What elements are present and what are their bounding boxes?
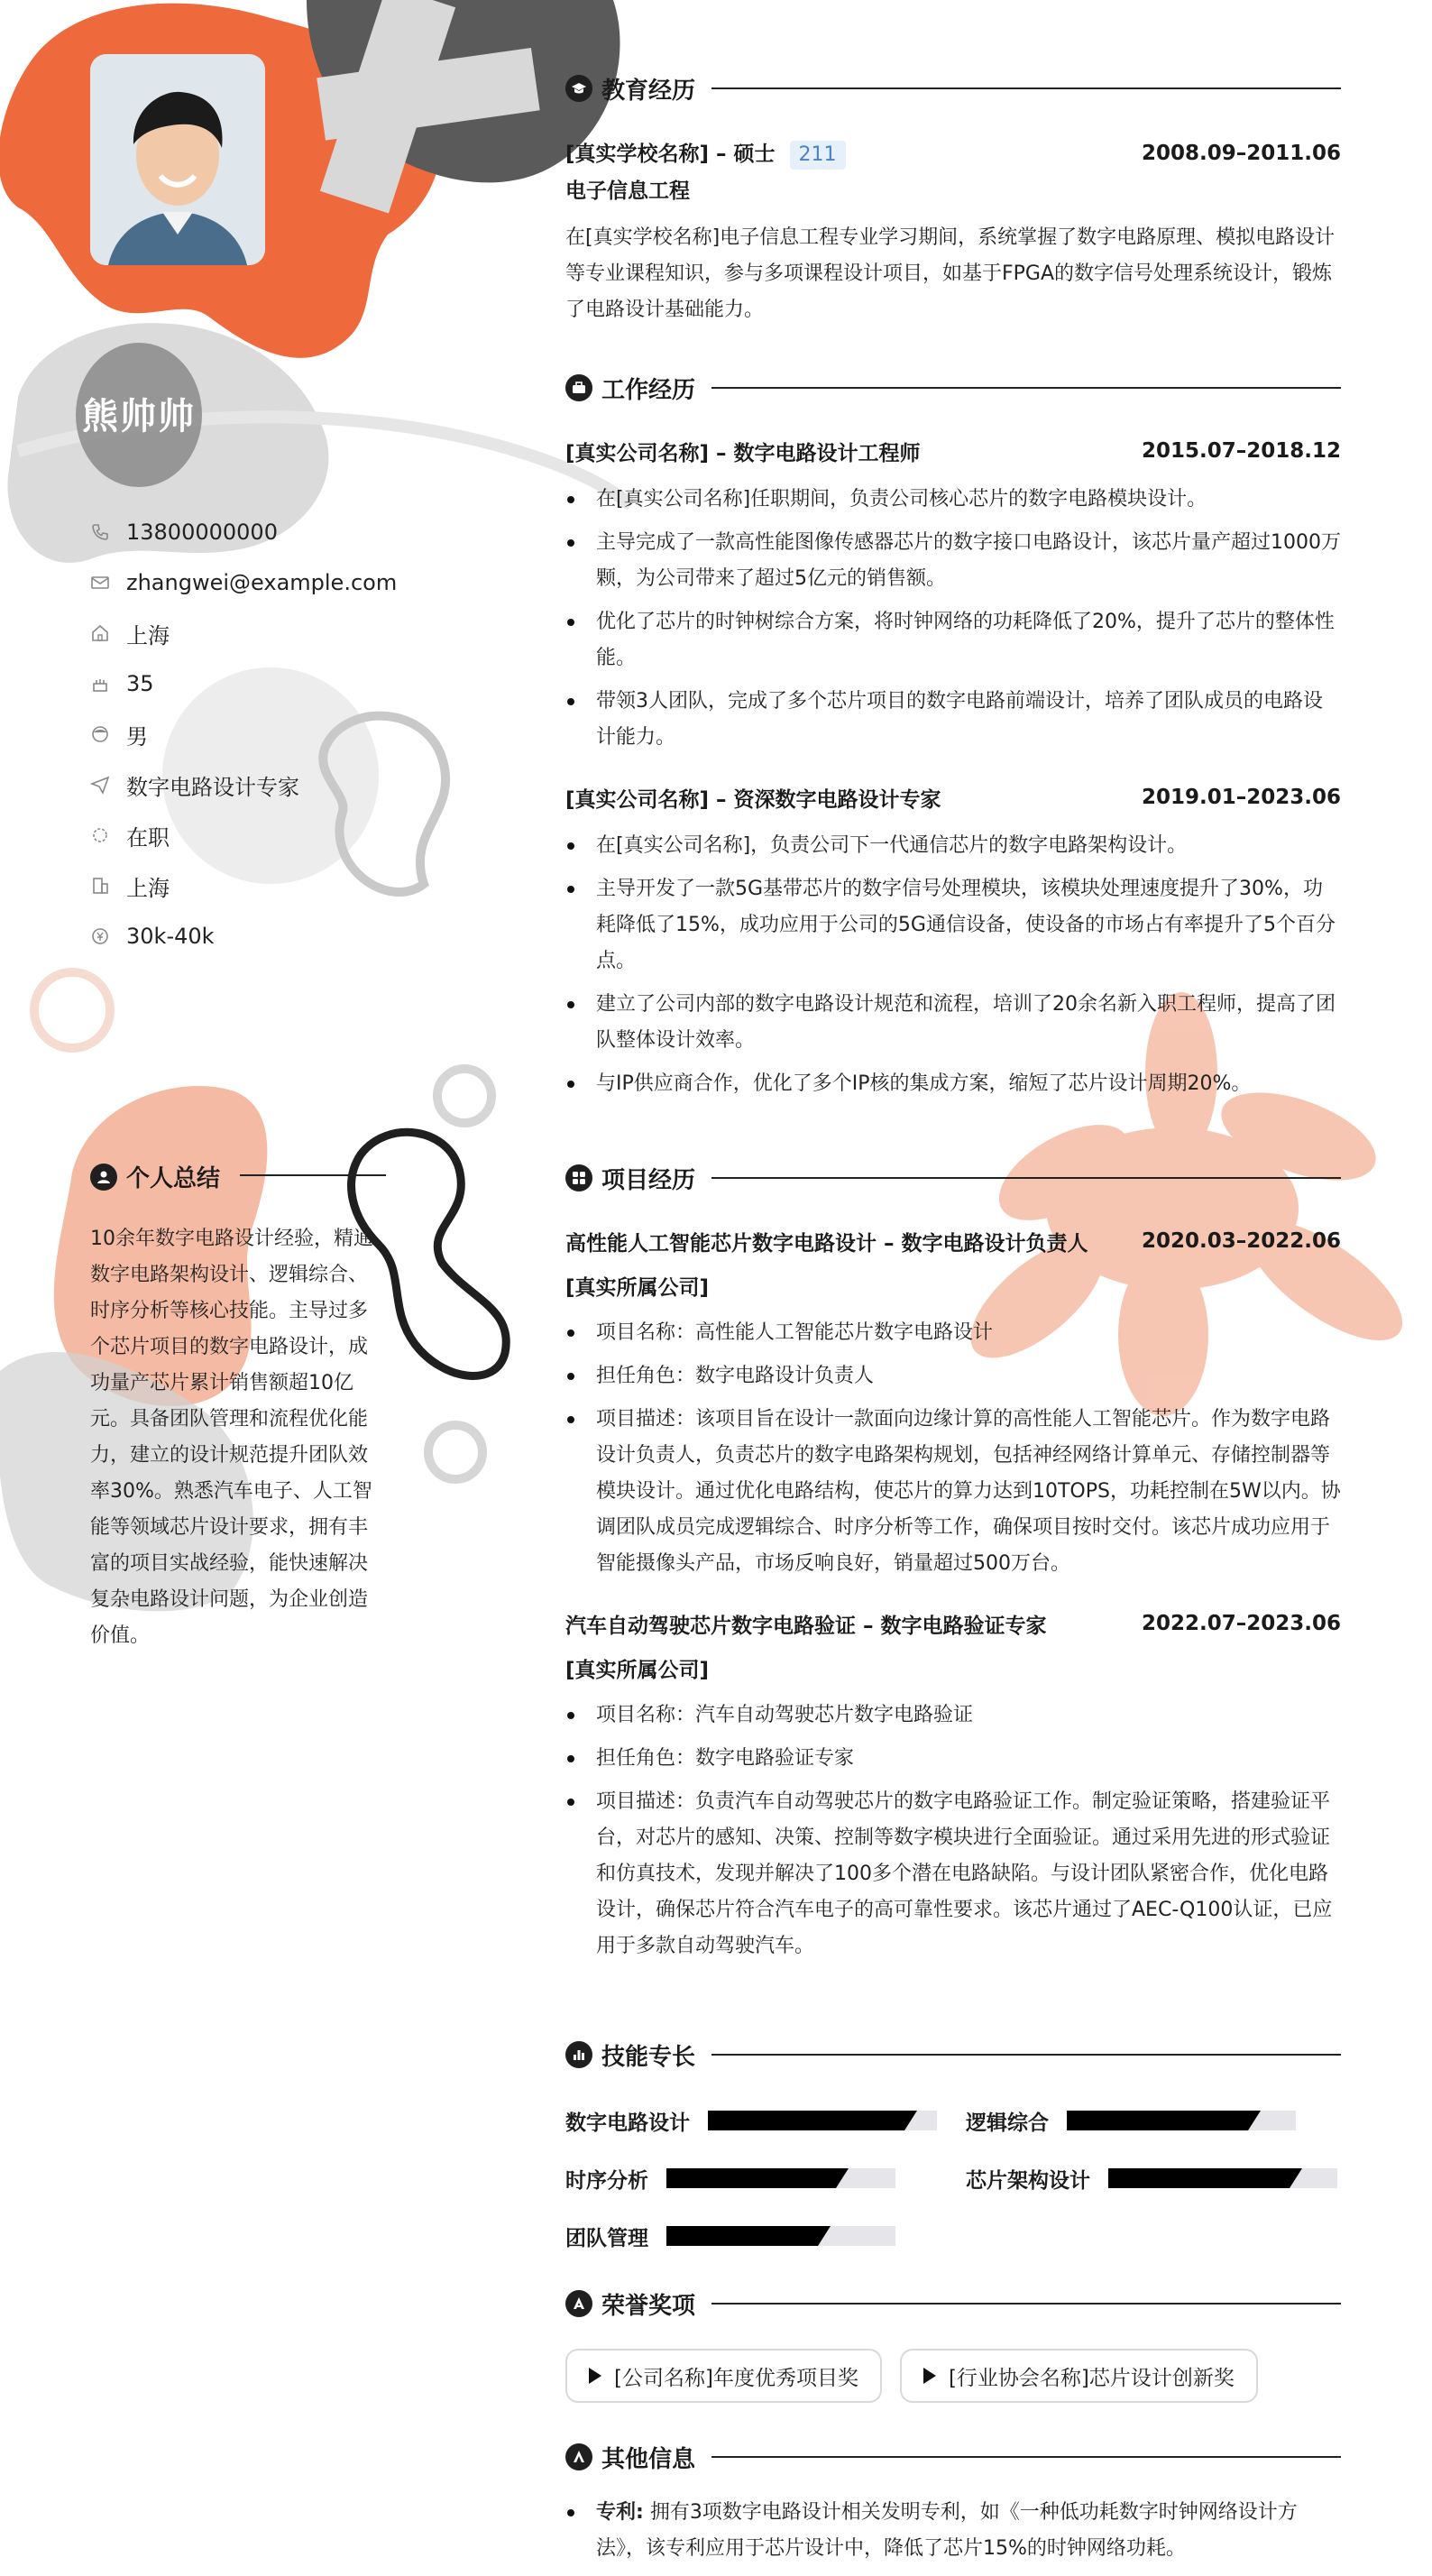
- list-item: 项目描述：该项目旨在设计一款面向边缘计算的高性能人工智能芯片。作为数字电路设计负责人，负责芯片的数字电路架构规划，包括神经网络计算单元、存储控制器等模块设计。通过优化电路结构，使芯片的算力达到10TOPS，功耗控制在5W以内。协调团队成员完成逻辑综合、时序分析等工作，确保项目按时交付。该芯片成功应用于智能摄像头产品，市场反响良好，销量超过500万台。: [565, 1402, 1341, 1582]
- list-item: 优化了芯片的时钟树综合方案，将时钟网络的功耗降低了20%，提升了芯片的整体性能。: [565, 604, 1341, 676]
- contact-gender: [90, 709, 397, 759]
- award-chip: [565, 2349, 882, 2403]
- contact-phone: [90, 507, 397, 557]
- summary-rule: [240, 1174, 386, 1176]
- project-title: 高性能人工智能芯片数字电路设计 – 数字电路设计负责人: [565, 1231, 1088, 1256]
- contact-age: [90, 658, 397, 709]
- user-icon: [90, 1164, 117, 1191]
- skill-item: [966, 2163, 1337, 2194]
- gender-icon: [90, 724, 110, 744]
- play-icon: [923, 2368, 936, 2384]
- honors-header: [565, 2286, 1341, 2322]
- project-company: [真实所属公司]: [565, 1276, 710, 1300]
- job-bullets: [565, 828, 1341, 1102]
- list-item: 在[真实公司名称]，负责公司下一代通信芯片的数字电路架构设计。: [565, 828, 1341, 864]
- list-item: 与IP供应商合作，优化了多个IP核的集成方案，缩短了芯片设计周期20%。: [565, 1066, 1341, 1102]
- skill-track: [708, 2111, 937, 2130]
- award-label: [行业协会名称]芯片设计创新奖: [948, 2366, 1235, 2390]
- contact-email: [90, 557, 397, 608]
- phone-icon: [90, 522, 110, 542]
- job-bullets: [565, 482, 1341, 756]
- project-date: 2020.03–2022.06: [1141, 1229, 1341, 1253]
- school-name: [真实学校名称] – 硕士: [565, 143, 776, 166]
- skill-fill: [1067, 2111, 1248, 2130]
- list-item: [565, 2495, 1341, 2567]
- contact-city-value: 上海: [126, 875, 170, 901]
- summary-header: [90, 1160, 220, 1193]
- summary-title: 个人总结: [126, 1165, 221, 1192]
- skill-track: [1108, 2168, 1337, 2188]
- list-item: 主导开发了一款5G基带芯片的数字信号处理模块，该模块处理速度提升了30%，功耗降低了15%，成功应用于公司的5G通信设备，使设备的市场占有率提升了5个百分点。: [565, 871, 1341, 980]
- section-rule: [711, 387, 1341, 389]
- list-item: 主导完成了一款高性能图像传感器芯片的数字接口电路设计，该芯片量产超过1000万颗，为公司带来了超过5亿元的销售额。: [565, 525, 1341, 597]
- grid-icon: [565, 1164, 592, 1191]
- job-date: 2015.07–2018.12: [1141, 439, 1341, 463]
- skill-fill: [1108, 2168, 1290, 2188]
- avatar: [90, 54, 265, 265]
- briefcase-icon: [565, 374, 592, 401]
- list-item: 带领3人团队，完成了多个芯片项目的数字电路前端设计，培养了团队成员的电路设计能力。: [565, 684, 1341, 756]
- contact-salary: [90, 911, 397, 961]
- project-company: [真实所属公司]: [565, 1659, 710, 1682]
- other-label: 专利:: [596, 2501, 644, 2524]
- other-title: 其他信息: [601, 2445, 696, 2473]
- contact-phone-value: 13800000000: [126, 520, 278, 545]
- honors-title: 荣誉奖项: [601, 2292, 696, 2320]
- skills-header: [565, 2037, 1341, 2073]
- education-entry-head: [565, 135, 1341, 171]
- skill-label: 团队管理: [565, 2226, 648, 2250]
- skill-track: [666, 2226, 895, 2246]
- send-icon: [90, 775, 110, 795]
- skills-title: 技能专长: [601, 2043, 696, 2071]
- skill-label: 数字电路设计: [565, 2111, 690, 2135]
- contact-status-value: 在职: [126, 824, 170, 851]
- info-icon: [565, 2443, 592, 2470]
- projects-title: 项目经历: [601, 1166, 696, 1194]
- other-section: [565, 2439, 1341, 2574]
- skill-label: 时序分析: [565, 2168, 648, 2193]
- job-title: [真实公司名称] – 数字电路设计工程师: [565, 441, 921, 465]
- skill-item: [565, 2105, 937, 2136]
- other-text: 拥有3项数字电路设计相关发明专利，如《一种低功耗数字时钟网络设计方法》，该专利应用于芯片设计中，降低了芯片15%的时钟网络功耗。: [596, 2501, 1298, 2560]
- list-item: 项目名称：汽车自动驾驶芯片数字电路验证: [565, 1697, 1341, 1734]
- other-list: [565, 2495, 1341, 2567]
- contact-salary-value: 30k-40k: [126, 924, 215, 949]
- list-item: 担任角色：数字电路验证专家: [565, 1741, 1341, 1777]
- status-icon: [90, 825, 110, 845]
- school-tag: 211: [790, 141, 846, 170]
- projects-header: [565, 1160, 1341, 1196]
- award-chip: [900, 2349, 1258, 2403]
- section-rule: [711, 1177, 1341, 1179]
- skill-track: [666, 2168, 895, 2188]
- skill-label: 芯片架构设计: [966, 2168, 1090, 2193]
- award-label: [公司名称]年度优秀项目奖: [614, 2366, 858, 2390]
- list-item: 在[真实公司名称]任职期间，负责公司核心芯片的数字电路模块设计。: [565, 482, 1341, 518]
- contact-email-value: zhangwei@example.com: [126, 570, 398, 595]
- contact-location-value: 上海: [126, 622, 170, 649]
- contact-title: [90, 759, 397, 810]
- skill-item: [565, 2163, 895, 2194]
- project-title: 汽车自动驾驶芯片数字电路验证 – 数字电路验证专家: [565, 1614, 1047, 1638]
- skill-track: [1067, 2111, 1296, 2130]
- job-date: 2019.01–2023.06: [1141, 786, 1341, 809]
- skill-fill: [666, 2168, 836, 2188]
- award-icon: [565, 2290, 592, 2317]
- job-head: [565, 433, 1341, 469]
- education-title: 教育经历: [601, 77, 696, 105]
- list-item: 项目描述：负责汽车自动驾驶芯片的数字电路验证工作。制定验证策略，搭建验证平台，对芯片的感知、决策、控制等数字模块进行全面验证。通过采用先进的形式验证和仿真技术，发现并解决了100多个潜在电路缺陷。与设计团队紧密合作，优化电路设计，确保芯片符合汽车电子的高可靠性要求。该芯片通过了AEC-Q100认证，已应用于多款自动驾驶汽车。: [565, 1784, 1341, 1964]
- contact-city: [90, 860, 397, 911]
- job-title: [真实公司名称] – 资深数字电路设计专家: [565, 787, 941, 812]
- contact-age-value: 35: [126, 671, 154, 696]
- project-date: 2022.07–2023.06: [1141, 1612, 1341, 1635]
- education-major: 电子信息工程: [565, 179, 690, 203]
- education-desc: 在[真实学校名称]电子信息工程专业学习期间，系统掌握了数字电路原理、模拟电路设计等专业课程知识，参与多项课程设计项目，如基于FPGA的数字信号处理系统设计，锻炼了电路设计基础能力。: [565, 226, 1336, 321]
- salary-icon: [90, 926, 110, 946]
- work-header: [565, 370, 1341, 406]
- skill-label: 逻辑综合: [966, 2111, 1049, 2135]
- contact-title-value: 数字电路设计专家: [126, 774, 299, 800]
- projects-section: [565, 1160, 1341, 1972]
- building-icon: [90, 876, 110, 896]
- project-bullets: [565, 1697, 1341, 1964]
- education-date: 2008.09–2011.06: [1141, 142, 1341, 165]
- work-title: 工作经历: [601, 376, 696, 404]
- skill-fill: [666, 2226, 818, 2246]
- contact-list: [90, 507, 397, 961]
- skill-fill: [708, 2111, 904, 2130]
- skills-grid: [565, 2105, 1341, 2286]
- job-head: [565, 779, 1341, 815]
- list-item: 项目名称：高性能人工智能芯片数字电路设计: [565, 1315, 1341, 1351]
- bar-chart-icon: [565, 2041, 592, 2068]
- skill-item: [565, 2221, 895, 2251]
- section-rule: [711, 2456, 1341, 2458]
- skill-item: [966, 2105, 1296, 2136]
- list-item: 担任角色：数字电路设计负责人: [565, 1358, 1341, 1394]
- other-header: [565, 2439, 1341, 2475]
- list-item: 建立了公司内部的数字电路设计规范和流程，培训了20余名新入职工程师，提高了团队整体设计效率。: [565, 987, 1341, 1059]
- project-bullets: [565, 1315, 1341, 1582]
- project-head: [565, 1605, 1341, 1642]
- award-list: [565, 2349, 1341, 2403]
- candidate-name: 熊帅帅: [82, 396, 196, 437]
- honors-section: [565, 2286, 1341, 2403]
- section-rule: [711, 2303, 1341, 2305]
- skills-section: [565, 2037, 1341, 2286]
- home-icon: [90, 623, 110, 643]
- contact-gender-value: 男: [126, 723, 148, 750]
- work-section: [565, 370, 1341, 1109]
- section-rule: [711, 2054, 1341, 2056]
- age-icon: [90, 674, 110, 694]
- summary-text: 10余年数字电路设计经验，精通数字电路架构设计、逻辑综合、时序分析等核心技能。主导过多个芯片项目的数字电路设计，成功量产芯片累计销售额超10亿元。具备团队管理和流程优化能力，建立的设计规范提升团队效率30%。熟悉汽车电子、人工智能等领域芯片设计要求，拥有丰富的项目实战经验，能快速解决复杂电路设计问题，为企业创造价值。: [90, 1228, 373, 1647]
- play-icon: [589, 2368, 601, 2384]
- contact-status: [90, 810, 397, 860]
- graduation-cap-icon: [565, 75, 592, 102]
- education-section: [565, 70, 1341, 328]
- section-rule: [711, 87, 1341, 89]
- contact-location: [90, 608, 397, 658]
- project-head: [565, 1223, 1341, 1259]
- mail-icon: [90, 573, 110, 593]
- education-header: [565, 70, 1341, 106]
